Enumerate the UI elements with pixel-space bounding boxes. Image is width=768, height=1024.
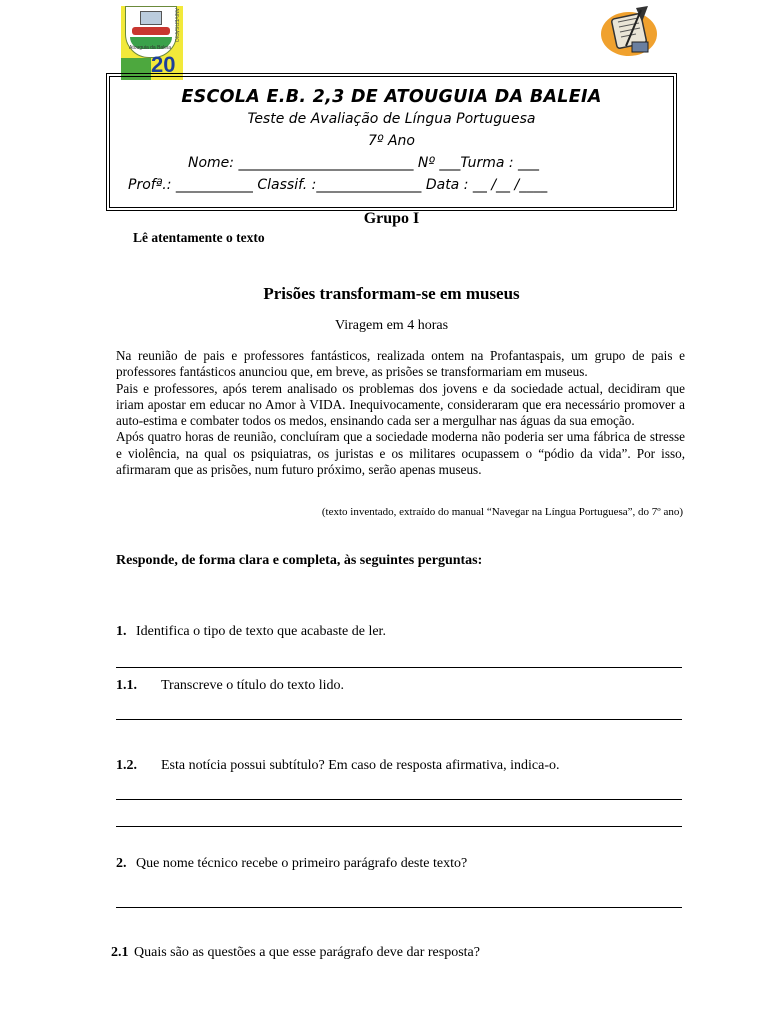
name-number-class-line[interactable]: Nome: _________________________ Nº ___Turma : ___ xyxy=(188,155,540,171)
school-name: ESCOLA E.B. 2,3 DE ATOUGUIA DA BALEIA xyxy=(181,87,602,107)
question-text: Identifica o tipo de texto que acabaste de ler. xyxy=(136,624,386,639)
logo-number: 20 xyxy=(151,52,176,77)
scroll-quill-icon xyxy=(596,2,662,60)
teacher-grade-date-line[interactable]: Profª.: ___________ Classif. :_______________ Data : __ /__ /____ xyxy=(128,177,548,193)
question-text: Transcreve o título do texto lido. xyxy=(161,678,345,693)
question-number: 2.1 xyxy=(111,945,129,960)
answer-line[interactable] xyxy=(116,907,682,908)
group-title: Grupo I xyxy=(363,210,420,227)
article-subtitle: Viragem em 4 horas xyxy=(334,318,449,333)
test-title: Teste de Avaliação de Língua Portuguesa xyxy=(247,111,536,127)
article-paragraph: Após quatro horas de reunião, concluíram que a sociedade moderna não poderia ser uma fábrica de stresse e violência, na qual os psiquiatras, os juristas e os militares ocupassem o “pódio da vida”. Por isso, afirmaram que as prisões, num futuro próximo, serão apenas museus. xyxy=(116,429,685,478)
logo-vertical-text: ANIVERSÁRIO xyxy=(173,8,179,43)
question-number: 2. xyxy=(116,856,127,871)
school-year: 7º Ano xyxy=(368,133,415,149)
question-2 xyxy=(116,856,467,872)
question-1-1 xyxy=(116,678,345,694)
question-number: 1.1. xyxy=(116,678,137,693)
question-text: Esta notícia possui subtítulo? Em caso de resposta afirmativa, indica-o. xyxy=(161,758,560,773)
question-number: 1.2. xyxy=(116,758,137,773)
article-title: Prisões transformam-se em museus xyxy=(263,284,520,303)
question-2-1 xyxy=(111,945,480,961)
article-source: (texto inventado, extraído do manual “Navegar na Língua Portuguesa”, do 7º ano) xyxy=(321,506,683,518)
answer-line[interactable] xyxy=(116,719,682,720)
reading-instruction: Lê atentamente o texto xyxy=(133,230,265,245)
question-1-2 xyxy=(116,758,560,774)
question-text: Quais são as questões a que esse parágrafo deve dar resposta? xyxy=(134,945,480,960)
answer-line[interactable] xyxy=(116,799,682,800)
school-logo xyxy=(121,0,183,80)
question-text: Que nome técnico recebe o primeiro parágrafo deste texto? xyxy=(136,856,468,871)
answer-line[interactable] xyxy=(116,667,682,668)
article-paragraph: Na reunião de pais e professores fantásticos, realizada ontem na Profantaspais, um grupo de pais e professores fantásticos anunciou que, em breve, as prisões se transformariam em museus. xyxy=(116,348,685,380)
questions-intro: Responde, de forma clara e completa, às seguintes perguntas: xyxy=(116,553,483,568)
question-number: 1. xyxy=(116,624,127,639)
question-1 xyxy=(116,624,386,640)
article-paragraph: Pais e professores, após terem analisado os problemas dos jovens e da sociedade actual, decidiram que iriam apostar em educar no Amor à VIDA. Inequivocamente, consideraram que era necessário promover a auto-estima e combater todos os medos, ensinando cada ser a mergulhar nas águas da sua emoção. xyxy=(116,380,685,429)
logo-caption: Atouguia da Baleia xyxy=(129,45,171,51)
answer-line[interactable] xyxy=(116,826,682,827)
article-body xyxy=(116,348,685,478)
